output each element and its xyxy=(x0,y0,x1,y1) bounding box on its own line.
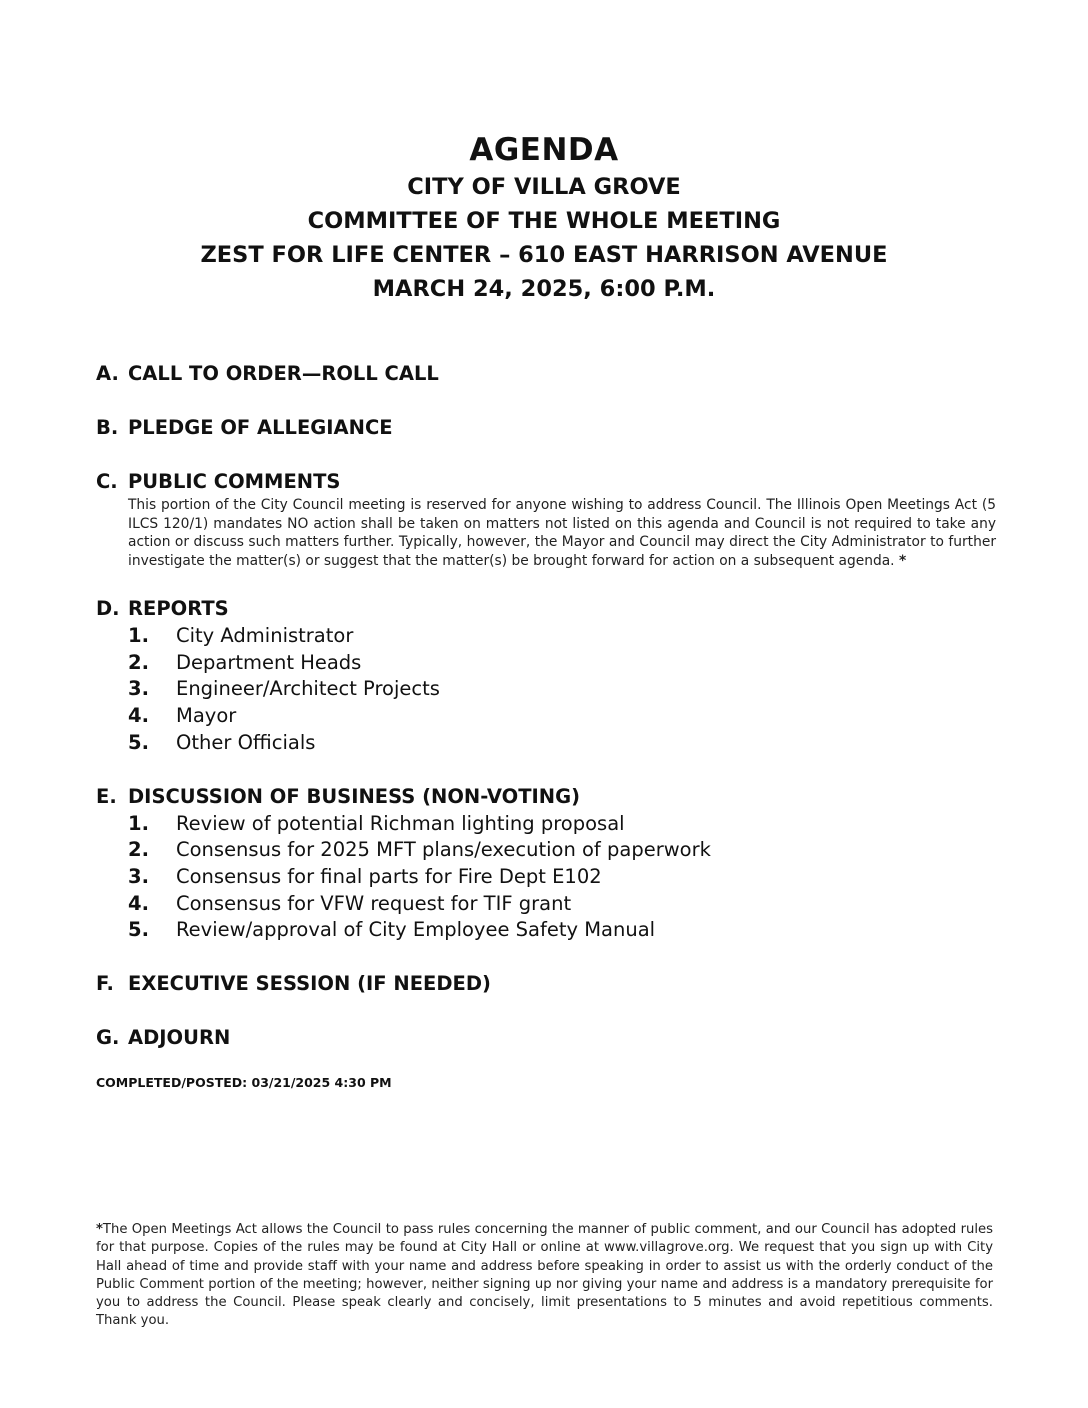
list-item xyxy=(128,837,996,864)
item-number: 1. xyxy=(128,811,149,835)
item-number: 1. xyxy=(128,624,149,647)
meeting-datetime: MARCH 24, 2025, 6:00 P.M. xyxy=(372,276,716,302)
section-reports xyxy=(96,595,996,757)
list-item xyxy=(128,650,996,677)
list-item xyxy=(128,676,996,703)
item-number: 3. xyxy=(128,677,149,701)
section-call-to-order xyxy=(96,360,996,388)
item-text: Mayor xyxy=(176,704,237,728)
reports-list xyxy=(128,623,996,757)
section-title: ADJOURN xyxy=(128,1026,231,1050)
footnote-text: The Open Meetings Act allows the Council to pass rules concerning the manner of public comment, and our Council has adopted rules for that purpose. Copies of the rules may be found at City Hall or online at www.villagrove.org. We request that you sign up with City Hall ahead of time and provide staff with your name and address before speaking in order to assist us with the orderly conduct of the Public Comment portion of the meeting; however, neither signing up nor giving your name and address is a mandatory prerequisite for you to address the Council. Please speak clearly and concisely, limit presentations to 5 minutes and avoid repetitious comments. Thank you. xyxy=(96,1222,993,1329)
list-item xyxy=(128,623,996,650)
section-pledge xyxy=(96,414,996,442)
description-text: This portion of the City Council meeting is reserved for anyone wishing to address Council. The Illinois Open Meetings Act (5 ILCS 120/1) mandates NO action shall be taken on matters not listed on this agenda and Council is not required to take any action or discuss such matters further. Typically, however, the Mayor and Council may direct the City Administrator to further investigate the matter(s) or suggest that the matter(s) be brought forward for action on a subsequent agenda. xyxy=(128,497,996,569)
section-public-comments xyxy=(96,468,996,570)
list-item xyxy=(128,811,996,838)
section-letter: G. xyxy=(96,1026,120,1050)
item-text: Consensus for VFW request for TIF grant xyxy=(176,891,572,915)
discussion-list xyxy=(128,811,996,945)
item-number: 2. xyxy=(128,650,149,674)
posted-timestamp: COMPLETED/POSTED: 03/21/2025 4:30 PM xyxy=(96,1075,392,1090)
section-letter: B. xyxy=(96,416,119,439)
item-text: Engineer/Architect Projects xyxy=(176,677,440,701)
list-item xyxy=(128,730,996,757)
section-title: REPORTS xyxy=(128,597,229,620)
list-item xyxy=(128,917,996,944)
list-item xyxy=(128,703,996,730)
section-letter: C. xyxy=(96,470,118,493)
item-text: Review of potential Richman lighting proposal xyxy=(176,811,625,835)
agenda-header xyxy=(0,130,1088,306)
section-title: CALL TO ORDER—ROLL CALL xyxy=(128,362,439,385)
section-discussion xyxy=(96,783,996,945)
meeting-location: ZEST FOR LIFE CENTER – 610 EAST HARRISON AVENUE xyxy=(200,242,888,268)
item-text: Consensus for 2025 MFT plans/execution of paperwork xyxy=(176,838,711,862)
footnote-marker: * xyxy=(96,1222,103,1237)
item-text: Other Officials xyxy=(176,730,316,754)
section-title: PUBLIC COMMENTS xyxy=(128,470,341,493)
section-letter: A. xyxy=(96,362,119,385)
city-name: CITY OF VILLA GROVE xyxy=(407,174,681,200)
section-title: EXECUTIVE SESSION (IF NEEDED) xyxy=(128,972,491,996)
item-number: 4. xyxy=(128,891,149,915)
agenda-sections xyxy=(96,360,996,1052)
public-comments-description xyxy=(128,496,996,570)
item-number: 4. xyxy=(128,704,149,728)
section-adjourn xyxy=(96,1024,996,1052)
section-title: PLEDGE OF ALLEGIANCE xyxy=(128,416,393,439)
page-title: AGENDA xyxy=(469,132,619,168)
footnote xyxy=(96,1221,993,1331)
list-item xyxy=(128,864,996,891)
section-letter: D. xyxy=(96,597,120,620)
item-number: 3. xyxy=(128,864,149,888)
meeting-name: COMMITTEE OF THE WHOLE MEETING xyxy=(307,208,781,234)
footnote-marker: * xyxy=(898,552,907,569)
list-item xyxy=(128,891,996,918)
item-number: 5. xyxy=(128,730,149,754)
item-text: Department Heads xyxy=(176,650,362,674)
item-text: Consensus for final parts for Fire Dept E102 xyxy=(176,864,602,888)
item-number: 5. xyxy=(128,918,149,942)
item-number: 2. xyxy=(128,838,149,862)
section-letter: E. xyxy=(96,784,117,808)
section-title: DISCUSSION OF BUSINESS (NON-VOTING) xyxy=(128,784,581,808)
section-letter: F. xyxy=(96,972,114,996)
item-text: Review/approval of City Employee Safety Manual xyxy=(176,918,656,942)
item-text: City Administrator xyxy=(176,624,354,647)
section-executive-session xyxy=(96,970,996,998)
